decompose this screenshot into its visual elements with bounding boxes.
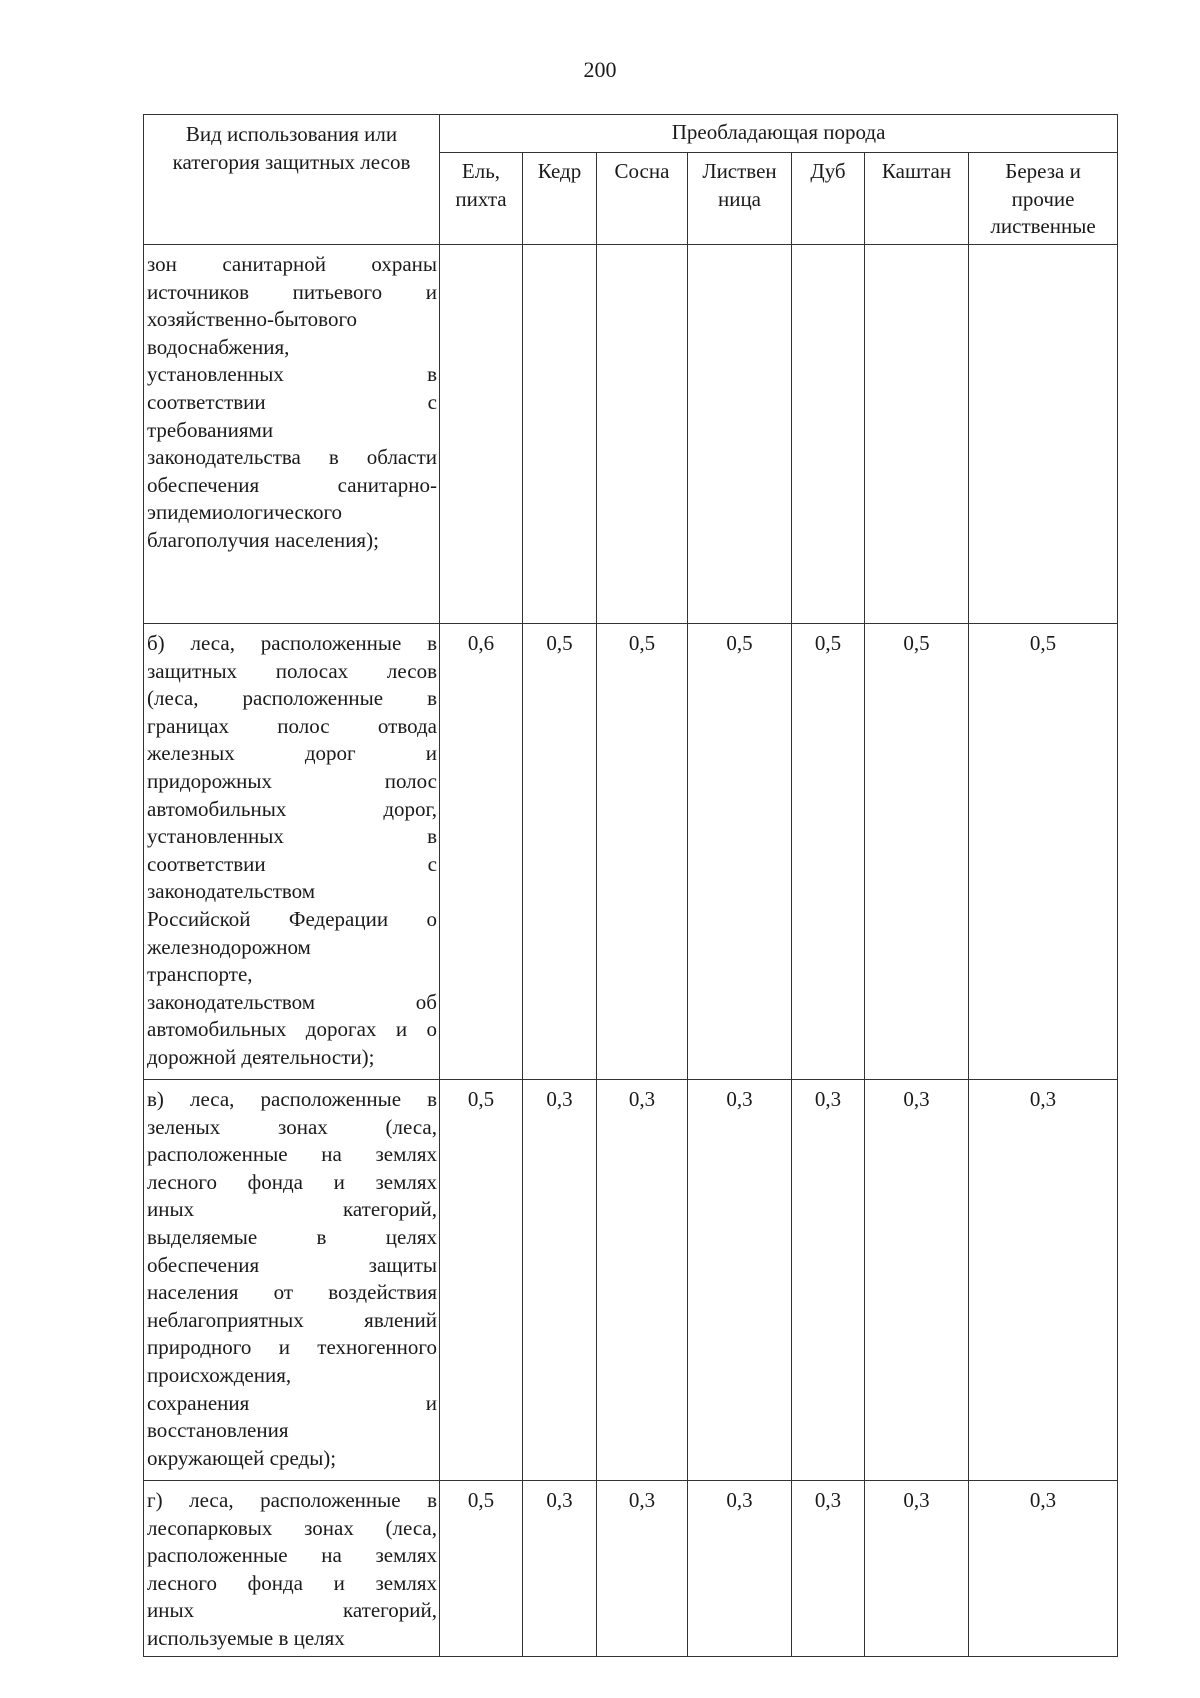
description-line: неблагоприятных явлений bbox=[147, 1307, 437, 1332]
header-species-spruce-fir: Ель, пихта bbox=[440, 153, 523, 245]
description-line: иных категорий, bbox=[147, 1197, 437, 1222]
value-cell: 0,5 bbox=[969, 624, 1118, 1080]
value-cell: 0,3 bbox=[597, 1080, 688, 1481]
value-cell bbox=[440, 245, 523, 624]
description-line: б) леса, расположенные в bbox=[147, 631, 437, 655]
row-description bbox=[144, 1080, 440, 1481]
value-cell: 0,3 bbox=[969, 1481, 1118, 1657]
value-cell: 0,5 bbox=[792, 624, 865, 1080]
value-cell: 0,6 bbox=[440, 624, 523, 1080]
row-description bbox=[144, 624, 440, 1080]
header-species-larch: Листвен ница bbox=[688, 153, 792, 245]
value-cell: 0,3 bbox=[523, 1481, 597, 1657]
page-number: 200 bbox=[583, 57, 617, 82]
description-line: выделяемые в целях bbox=[147, 1224, 437, 1249]
description-line: железных дорог и bbox=[147, 741, 437, 766]
description-line: автомобильных дорог, bbox=[147, 796, 437, 821]
value-cell: 0,3 bbox=[597, 1481, 688, 1657]
header-species-pine: Сосна bbox=[597, 153, 688, 245]
description-line: обеспечения санитарно- bbox=[147, 472, 437, 497]
description-line: сохранения и bbox=[147, 1390, 437, 1415]
description-line: используемые в целях bbox=[147, 1625, 345, 1650]
description-line: обеспечения защиты bbox=[147, 1252, 437, 1277]
description-line: происхождения, bbox=[147, 1362, 292, 1387]
description-line: законодательства в области bbox=[147, 445, 437, 470]
description-line: законодательством bbox=[147, 879, 316, 904]
description-line: расположенные на землях bbox=[147, 1543, 437, 1568]
description-line: г) леса, расположенные в bbox=[147, 1488, 437, 1512]
description-line: установленных в bbox=[147, 362, 437, 387]
description-line: благополучия населения); bbox=[147, 527, 379, 552]
value-cell: 0,5 bbox=[440, 1481, 523, 1657]
description-line: придорожных полос bbox=[147, 768, 437, 793]
description-line: границах полос отвода bbox=[147, 713, 437, 738]
header-species-cedar: Кедр bbox=[523, 153, 597, 245]
description-line: лесного фонда и землях bbox=[147, 1570, 437, 1595]
description-line: соответствии с bbox=[147, 389, 437, 414]
description-line: дорожной деятельности); bbox=[147, 1044, 375, 1069]
value-cell: 0,5 bbox=[523, 624, 597, 1080]
description-line: зон санитарной охраны bbox=[147, 252, 437, 276]
value-cell: 0,3 bbox=[523, 1080, 597, 1481]
description-line: в) леса, расположенные в bbox=[147, 1087, 437, 1111]
header-species-chestnut: Каштан bbox=[865, 153, 969, 245]
table-row bbox=[144, 245, 1118, 624]
description-line: транспорте, bbox=[147, 962, 253, 987]
description-line: лесного фонда и землях bbox=[147, 1169, 437, 1194]
value-cell bbox=[688, 245, 792, 624]
value-cell: 0,5 bbox=[440, 1080, 523, 1481]
header-species-oak: Дуб bbox=[792, 153, 865, 245]
value-cell: 0,5 bbox=[597, 624, 688, 1080]
value-cell bbox=[523, 245, 597, 624]
description-line: железнодорожном bbox=[147, 934, 311, 959]
value-cell: 0,3 bbox=[688, 1080, 792, 1481]
value-cell bbox=[597, 245, 688, 624]
table-row bbox=[144, 1080, 1118, 1481]
value-cell bbox=[792, 245, 865, 624]
description-line: лесопарковых зонах (леса, bbox=[147, 1515, 437, 1540]
value-cell: 0,3 bbox=[865, 1481, 969, 1657]
description-line: иных категорий, bbox=[147, 1598, 437, 1623]
value-cell: 0,3 bbox=[792, 1080, 865, 1481]
description-line: хозяйственно-бытового bbox=[147, 307, 358, 332]
header-species-birch-other: Береза и прочие лиственные bbox=[969, 153, 1118, 245]
description-line: автомобильных дорогах и о bbox=[147, 1017, 437, 1042]
value-cell: 0,3 bbox=[688, 1481, 792, 1657]
row-description bbox=[144, 1481, 440, 1657]
header-prevailing-species: Преобладающая порода bbox=[440, 115, 1118, 153]
description-line: восстановления bbox=[147, 1418, 289, 1443]
description-line: законодательством об bbox=[147, 989, 437, 1014]
description-line: (леса, расположенные в bbox=[147, 686, 437, 711]
row-description bbox=[144, 245, 440, 624]
description-line: эпидемиологического bbox=[147, 500, 343, 525]
value-cell: 0,3 bbox=[969, 1080, 1118, 1481]
description-line: зеленых зонах (леса, bbox=[147, 1114, 437, 1139]
description-line: Российской Федерации о bbox=[147, 906, 437, 931]
description-line: окружающей среды); bbox=[147, 1445, 337, 1470]
value-cell: 0,5 bbox=[865, 624, 969, 1080]
value-cell: 0,3 bbox=[865, 1080, 969, 1481]
description-line: водоснабжения, bbox=[147, 334, 290, 359]
description-line: источников питьевого и bbox=[147, 279, 437, 304]
value-cell: 0,5 bbox=[688, 624, 792, 1080]
description-line: защитных полосах лесов bbox=[147, 658, 437, 683]
description-line: природного и техногенного bbox=[147, 1335, 437, 1360]
table-row bbox=[144, 1481, 1118, 1657]
description-line: соответствии с bbox=[147, 851, 437, 876]
description-line: расположенные на землях bbox=[147, 1142, 437, 1167]
value-cell bbox=[865, 245, 969, 624]
table-row bbox=[144, 624, 1118, 1080]
description-line: установленных в bbox=[147, 824, 437, 849]
description-line: населения от воздействия bbox=[147, 1280, 437, 1305]
description-line: требованиями bbox=[147, 417, 274, 442]
forest-coefficient-table bbox=[143, 114, 1118, 1657]
value-cell bbox=[969, 245, 1118, 624]
header-usage-category: Вид использования или категория защитных лесов bbox=[144, 115, 440, 245]
value-cell: 0,3 bbox=[792, 1481, 865, 1657]
